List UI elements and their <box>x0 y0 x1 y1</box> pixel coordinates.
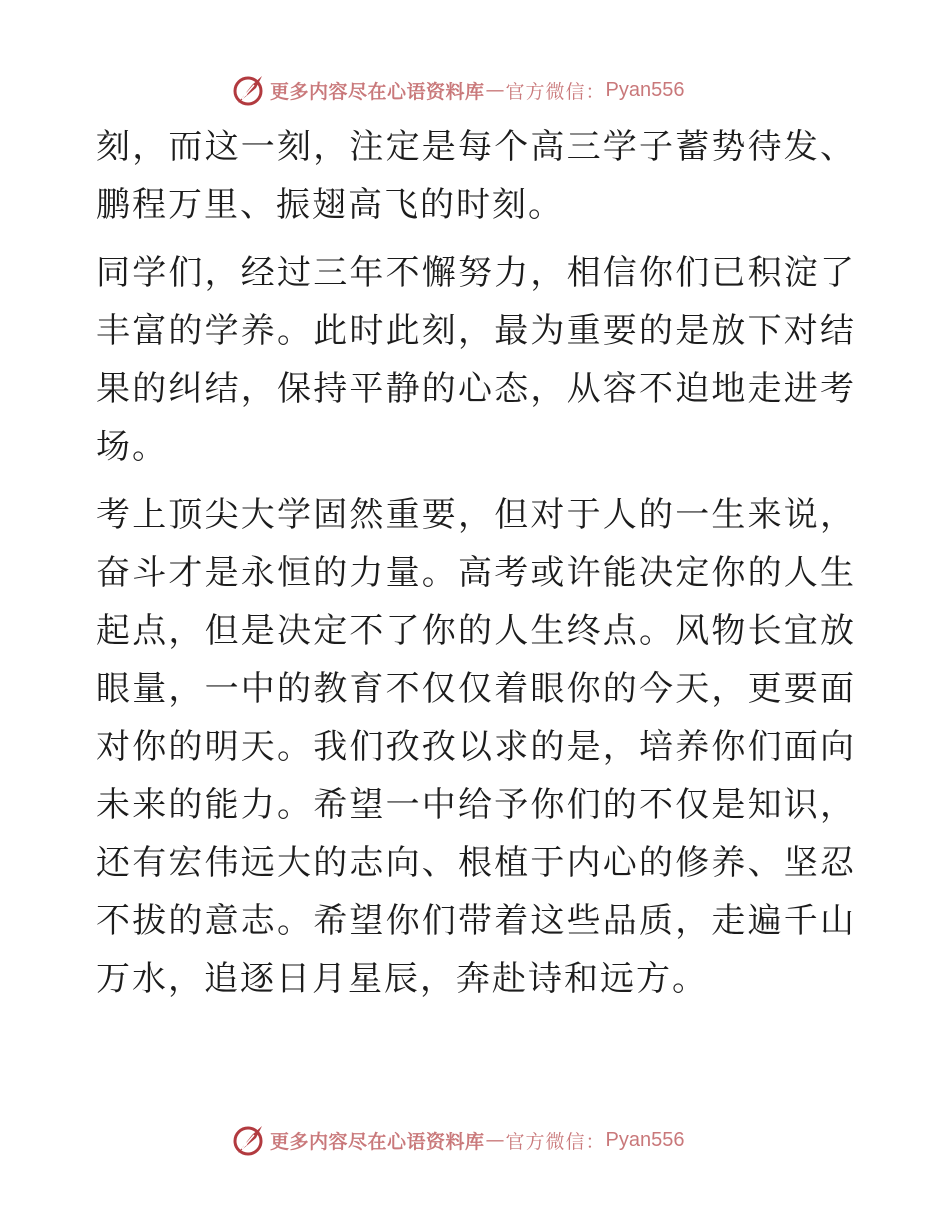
quill-pen-logo-icon <box>232 1123 266 1157</box>
banner-dash: — <box>485 79 505 101</box>
banner-dash: — <box>485 1129 505 1151</box>
paragraph-2: 同学们，经过三年不懈努力，相信你们已积淀了丰富的学养。此时此刻，最为重要的是放下对结果的纠结，保持平静的心态，从容不迫地走进考场。 <box>96 253 856 467</box>
banner-official-label: 官方微信： <box>505 1130 606 1153</box>
banner-title: 更多内容尽在心语资料库 <box>270 1130 485 1153</box>
banner-wechat-id: Pyan556 <box>605 78 685 101</box>
footer-banner[interactable] <box>232 1122 685 1158</box>
banner-wechat-id: Pyan556 <box>605 1128 685 1151</box>
paragraph-3: 考上顶尖大学固然重要，但对于人的一生来说，奋斗才是永恒的力量。高考或许能决定你的人生起点，但是决定不了你的人生终点。风物长宜放眼量，一中的教育不仅仅着眼你的今天，更要面对你的明天。我们孜孜以求的是，培养你们面向未来的能力。希望一中给予你们的不仅是知识，还有宏伟远大的志向、根植于内心的修养、坚忍不拔的意志。希望你们带着这些品质，走遍千山万水，追逐日月星辰，奔赴诗和远方。 <box>96 495 856 999</box>
banner-official-label: 官方微信： <box>505 80 606 103</box>
banner-title: 更多内容尽在心语资料库 <box>270 80 485 103</box>
paragraph-1: 刻，而这一刻，注定是每个高三学子蓄势待发、鹏程万里、振翅高飞的时刻。 <box>96 127 856 225</box>
quill-pen-logo-icon <box>232 73 266 107</box>
body-text <box>96 118 856 1008</box>
header-banner[interactable] <box>232 72 685 108</box>
